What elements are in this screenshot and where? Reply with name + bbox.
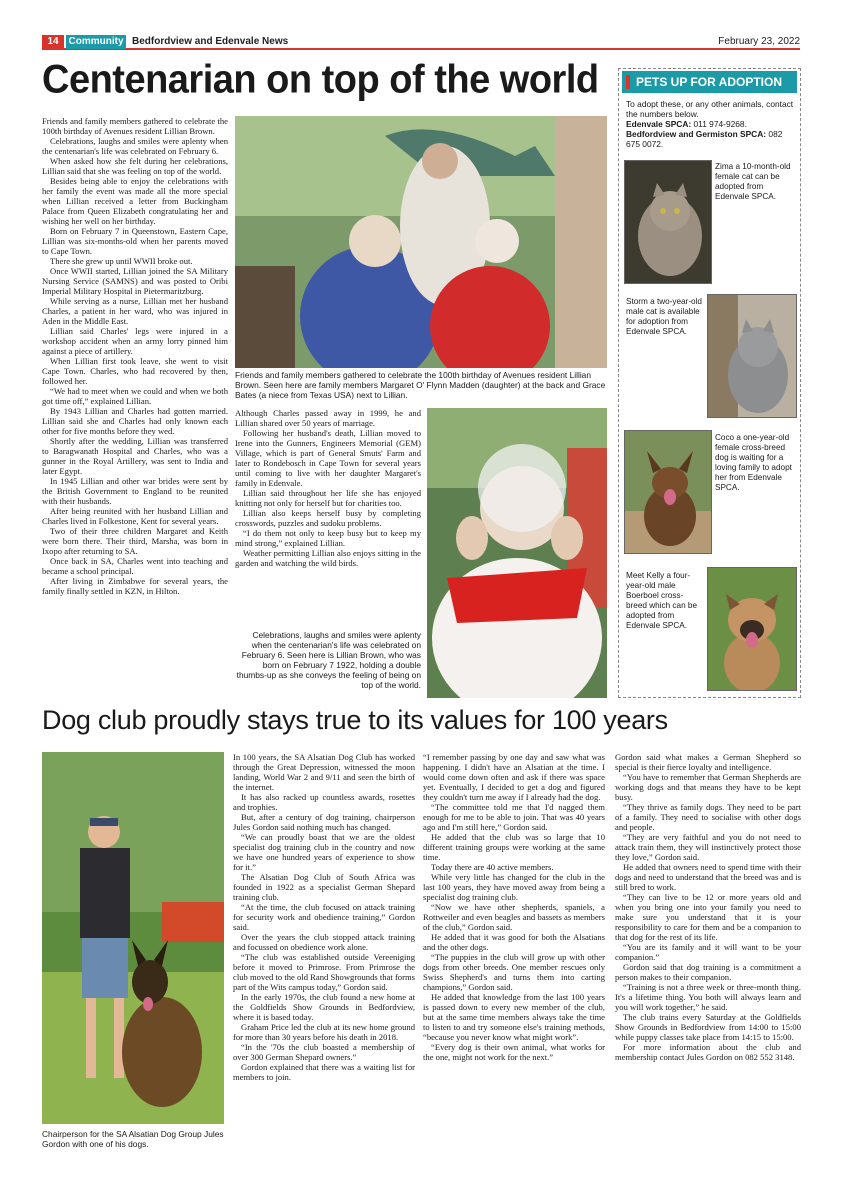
article1-column-2 (235, 408, 421, 568)
paragraph: “The puppies in the club will grow up with other dogs from other breeds. One member rescues only Swiss Shepherd's and turns them into carting champions,” Gordon said. (423, 952, 605, 992)
kelly-dog-illustration (708, 568, 796, 690)
pet-kelly-text: Meet Kelly a four-year-old male Boerboel cross-breed which can be adopted from Edenvale SPCA. (626, 571, 698, 630)
article2-column-2 (423, 752, 605, 1062)
pets-contact-2 (626, 129, 796, 149)
paragraph: “Training is not a three week or three-month thing. It's a lifetime thing. You both will always learn and you will work together,” he said. (615, 982, 801, 1012)
family-photo-illustration (235, 116, 607, 368)
paragraph: Once WWII started, Lillian joined the SA Military Nursing Service (SAMNS) and was posted to Oribi Imperial Military Hospital in Pietermaritzburg. (42, 266, 228, 296)
dog-club-photo (42, 752, 224, 1124)
paragraph: “Every dog is their own animal, what works for the one, might not work for the next.” (423, 1042, 605, 1062)
paragraph: When asked how she felt during her celebrations, Lillian said that she was feeling on top of the world. (42, 156, 228, 176)
paragraph: In 1945 Lillian and other war brides were sent by the British Government to England to be reunited with their husbands. (42, 476, 228, 506)
paragraph: There she grew up until WWII broke out. (50, 256, 193, 266)
paragraph: Born on February 7 in Queenstown, Eastern Cape, Lillian was six-months-old when her parents moved to Cape Town. (42, 226, 228, 256)
paragraph: Gordon said what makes a German Shepherd so special is their fierce loyalty and intelligence. (615, 752, 801, 772)
paragraph: He added that the club was so large that 10 different training groups were working at the same time. (423, 832, 605, 862)
zima-cat-photo (624, 160, 712, 284)
paragraph: The club trains every Saturday at the Goldfields Show Grounds in Bedfordview from 14:00 to 15:00 while puppy classes take place from 14:15 to 15:00. (615, 1012, 801, 1042)
newspaper-name: Bedfordview and Edenvale News (132, 36, 289, 47)
pets-intro (626, 99, 796, 149)
paragraph: Friends and family members gathered to celebrate the 100th birthday of Avenues resident Lillian Brown. (42, 116, 228, 136)
article1-headline: Centenarian on top of the world (42, 58, 599, 103)
paragraph: After being reunited with her husband Lillian and Charles lived in Folkestone, Kent for several years. (42, 506, 228, 526)
paragraph: “They thrive as family dogs. They need to be part of a family. They need to socialise with other dogs and people. (615, 802, 801, 832)
paragraph: “The club was established outside Vereeniging before it moved to Primrose. From Primrose the club moved to the old Rand Showgrounds that forms part of the Wits campus today,” Gordon said. (233, 952, 415, 992)
paragraph: “You are its family and it will want to be your companion.” (615, 942, 801, 962)
paragraph: But, after a century of dog training, chairperson Jules Gordon said nothing much has changed. (233, 812, 415, 832)
issue-date: February 23, 2022 (718, 36, 800, 47)
article1-column-1 (42, 116, 228, 596)
paragraph: Graham Price led the club at its new home ground for more than 30 years before his death in 2018. (233, 1022, 415, 1042)
paragraph: Celebrations, laughs and smiles were aplenty when the centenarian's life was celebrated on February 6. (42, 136, 228, 156)
paragraph: While serving as a nurse, Lillian met her husband Charles, a patient in her ward, who was injured in Aden in the Middle East. (42, 296, 228, 326)
paragraph: Lillian said Charles' legs were injured in a workshop accident when an army lorry pinned him against a piece of artillery. (42, 326, 228, 356)
paragraph: By 1943 Lillian and Charles had gotten married. Lillian said she and Charles had only known each other for five months before they wed. (42, 406, 228, 436)
paragraph: Lillian said throughout her life she has enjoyed knitting not only for herself but for charities too. (235, 488, 421, 508)
paragraph: He added that owners need to spend time with their dogs and need to understand that the breed was and is still bred to work. (615, 862, 801, 892)
zima-cat-illustration (625, 161, 711, 283)
paragraph: For more information about the club and membership contact Jules Gordon on 082 552 3148. (615, 1042, 801, 1062)
paragraph: “They are very faithful and you do not need to attack train them, they will instinctively protect those they love,” Gordon said. (615, 832, 801, 862)
paragraph: After living in Zimbabwe for several years, the family finally settled in KZN, in Hilton. (42, 576, 228, 596)
paragraph: “We had to meet when we could and when we both got time off,” explained Lillian. (42, 386, 228, 406)
pets-contact-1 (626, 119, 796, 129)
paragraph: Two of their three children Margaret and Keith were born there. Their third, Marsha, was born in Ixopo after returning to SA. (42, 526, 228, 556)
paragraph: “In the '70s the club boasted a membership of over 300 German Shepard owners.” (233, 1042, 415, 1062)
paragraph: He added that knowledge from the last 100 years is passed down to every new member of the club, but at the same time members always take the time to listen to and try someone else's training methods, “because you never know what might work”. (423, 992, 605, 1042)
paragraph: Over the years the club stopped attack training and focussed on obedience work alone. (233, 932, 415, 952)
thumbs-up-photo-illustration (427, 408, 607, 698)
storm-cat-photo (707, 294, 797, 418)
paragraph: “Now we have other shepherds, spaniels, a Rottweiler and even beagles and bassets as members of the club,” Gordon said. (423, 902, 605, 932)
paragraph: Although Charles passed away in 1999, he and Lillian shared over 50 years of marriage. (235, 408, 421, 428)
pets-contact-2-number: 082 675 0072. (626, 129, 783, 149)
family-photo (235, 116, 607, 368)
pets-contact-2-label: Bedfordview and Germiston SPCA: (626, 129, 767, 139)
paragraph: “I remember passing by one day and saw what was happening. I didn't have an Alsatian at the time. I would come down often and ask if there was space yet. Eventually, I decided to get a dog and figured they couldn't turn me away if I already had the dog. (423, 752, 605, 802)
pet-storm-text: Storm a two-year-old male cat is available for adoption from Edenvale SPCA. (626, 297, 702, 336)
article2-headline: Dog club proudly stays true to its values for 100 years (42, 705, 668, 735)
paragraph: While very little has changed for the club in the last 100 years, they have moved away from being a specialist dog training club. (423, 872, 605, 902)
paragraph: In the early 1970s, the club found a new home at the Goldfields Show Grounds in Bedfordview, where it is based today. (233, 992, 415, 1022)
storm-cat-illustration (708, 295, 796, 417)
article2-column-1 (233, 752, 415, 1082)
paragraph: He added that it was good for both the Alsatians and the other dogs. (423, 932, 605, 952)
paragraph: “You have to remember that German Shepherds are working dogs and that means they have to be kept busy. (615, 772, 801, 802)
paragraph: Lillian also keeps herself busy by completing crosswords, puzzles and sudoku problems. (235, 508, 421, 528)
paragraph: “At the time, the club focused on attack training for security work and obedience training,” Gordon said. (233, 902, 415, 932)
pet-zima-text: Zima a 10-month-old female cat can be adopted from Edenvale SPCA. (715, 162, 791, 201)
paragraph: It has also racked up countless awards, rosettes and trophies. (233, 792, 415, 812)
paragraph: Gordon explained that there was a waiting list for members to join. (233, 1062, 415, 1082)
paragraph: “The committee told me that I'd nagged them enough for me to be able to join. That was 40 years ago and I'm still here,” Gordon said. (423, 802, 605, 832)
pets-contact-1-label: Edenvale SPCA: (626, 119, 692, 129)
coco-dog-photo (624, 430, 712, 554)
paragraph: Following her husband's death, Lillian moved to Irene into the Gunners, Engineers Memorial (GEM) Village, which is part of General Smuts' Farm and later to Rondebosch in Cape Town for several years until coming to live with her daughter Margaret's family in Edenvale. (235, 428, 421, 488)
paragraph: The Alsatian Dog Club of South Africa was founded in 1922 as a specialist German Shepard training club. (233, 872, 415, 902)
paragraph: “We can proudly boast that we are the oldest specialist dog training club in the country and now we have one hundred years of experience to show for it.” (233, 832, 415, 872)
paragraph: Today there are 40 active members. (431, 862, 554, 872)
pets-contact-1-number: 011 974-9268. (693, 119, 747, 129)
pet-coco-text: Coco a one-year-old female cross-breed dog is waiting for a loving family to adopt her from Edenvale SPCA. (715, 433, 792, 492)
paragraph: Once back in SA, Charles went into teaching and became a school principal. (42, 556, 228, 576)
paragraph: “I do them not only to keep busy but to keep my mind strong,” explained Lillian. (235, 528, 421, 548)
article2-column-3 (615, 752, 801, 1062)
page-number: 14 (42, 35, 64, 49)
paragraph: “They can live to be 12 or more years old and when you bring one into your family you need to make sure you understand that it is your responsibility to care for them and be a companion to that dog for the rest of its life. (615, 892, 801, 942)
paragraph: Weather permitting Lillian also enjoys sitting in the garden and watching the wild birds. (235, 548, 421, 568)
paragraph: Shortly after the wedding, Lillian was transferred to Baragwanath Hospital and Charles, who was a gunner in the Royal Artillery, was sent to India and later Egypt. (42, 436, 228, 476)
thumbs-up-photo (427, 408, 607, 698)
paragraph: In 100 years, the SA Alsatian Dog Club has worked through the Great Depression, witnessed the moon landing, World War 2 and 9/11 and seen the birth of the internet. (233, 752, 415, 792)
thumbs-up-photo-caption: Celebrations, laughs and smiles were aplenty when the centenarian's life was celebrated on February 6. Seen here is Lillian Brown, who was born on February 7 1922, holding a double thumbs-up as she conveys the feeling of being on top of the world. (236, 630, 421, 690)
dog-club-photo-caption: Chairperson for the SA Alsatian Dog Group Jules Gordon with one of his dogs. (42, 1129, 224, 1149)
pets-intro-text: To adopt these, or any other animals, contact the numbers below. (626, 99, 794, 119)
section-label: Community (66, 35, 126, 49)
pets-title: PETS UP FOR ADOPTION (622, 71, 797, 93)
paragraph: Gordon said that dog training is a commitment a person makes to their companion. (615, 962, 801, 982)
paragraph: When Lillian first took leave, she went to visit Cape Town. Charles, who had recovered by then, followed her. (42, 356, 228, 386)
kelly-dog-photo (707, 567, 797, 691)
coco-dog-illustration (625, 431, 711, 553)
family-photo-caption: Friends and family members gathered to celebrate the 100th birthday of Avenues resident Lillian Brown. Seen here are family members Margaret O' Flynn Madden (daughter) at the back and Grace Bates (a niece from Texas USA) next to Lillian. (235, 370, 606, 400)
paragraph: Besides being able to enjoy the celebrations with her family the event was made all the more special when Lillian received a letter from Buckingham Palace from Queen Elizabeth congratulating her and wishing her well on her birthday. (42, 176, 228, 226)
dog-club-photo-illustration (42, 752, 224, 1124)
